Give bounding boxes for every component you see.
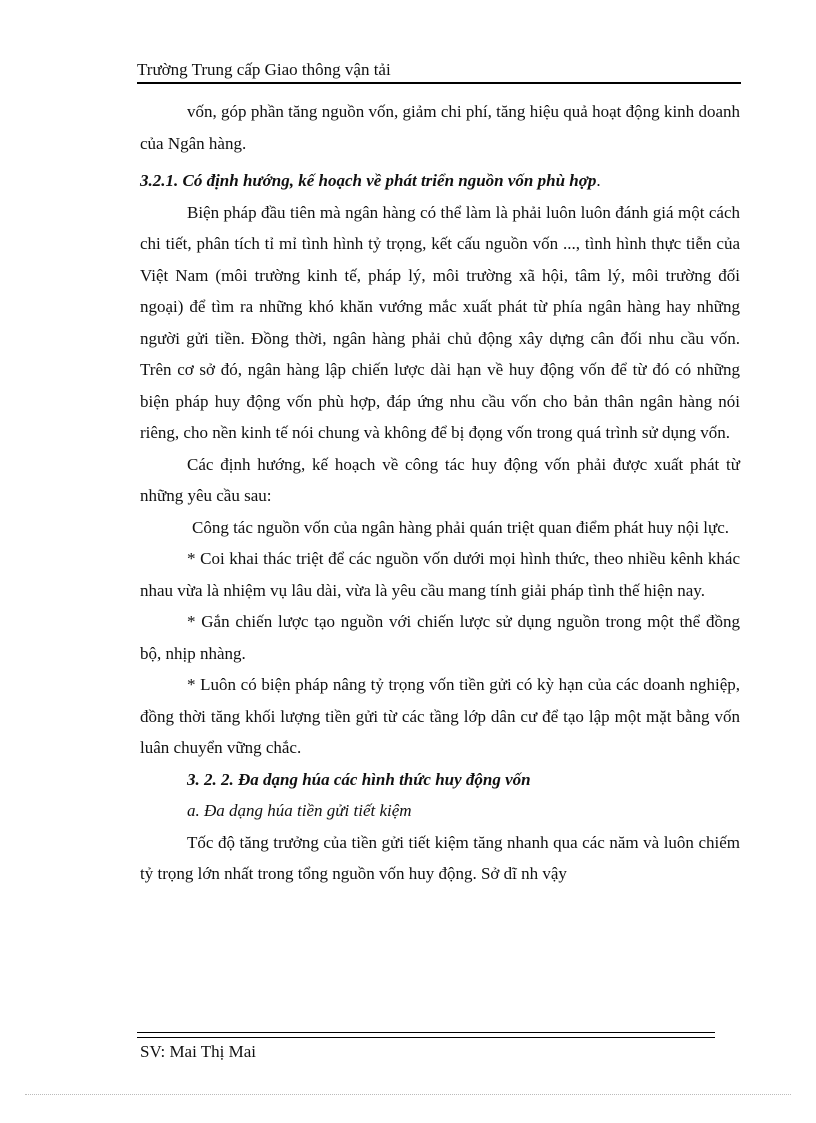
header-title: Trường Trung cấp Giao thông vận tải: [137, 60, 391, 79]
page-bottom-border: [25, 1094, 791, 1095]
page-header: [137, 58, 741, 84]
subsection-heading-a: a. Đa dạng húa tiền gửi tiết kiệm: [187, 801, 412, 820]
section-heading-3-2-1-period: .: [596, 171, 601, 190]
section-heading-3-2-2: 3. 2. 2. Đa dạng húa các hình thức huy động vốn: [187, 769, 531, 789]
bullet-paragraph: * Coi khai thác triệt để các nguồn vốn dưới mọi hình thức, theo nhiều kênh khác nhau vừa là nhiệm vụ lâu dài, vừa là yêu cầu mang tính giải pháp tình thế hiện nay.: [140, 549, 740, 600]
section-heading-3-2-1: [140, 165, 740, 197]
document-body: [140, 96, 740, 890]
paragraph: Biện pháp đầu tiên mà ngân hàng có thể làm là phải luôn luôn đánh giá một cách chi tiết, phân tích tỉ mỉ tình hình tỷ trọng, kết cấu nguồn vốn ..., tình hình thực tiễn của Việt Nam (môi trường kinh tế, pháp lý, môi trường xã hội, tâm lý, môi trường đối ngoại) để tìm ra những khó khăn vướng mắc xuất phát từ phía ngân hàng hay những người gửi tiền. Đồng thời, ngân hàng phải chủ động xây dựng cân đối nhu cầu vốn. Trên cơ sở đó, ngân hàng lập chiến lược dài hạn về huy động vốn để từ đó có những biện pháp huy động vốn phù hợp, đáp ứng nhu cầu vốn cho bản thân ngân hàng nói riêng, cho nền kinh tế nói chung và không để bị đọng vốn trong quá trình sử dụng vốn.: [140, 202, 740, 442]
bullet-paragraph: * Gắn chiến lược tạo nguồn với chiến lược sử dụng nguồn trong một thể đồng bộ, nhịp nhàng.: [140, 612, 740, 663]
footer-divider: [137, 1032, 715, 1038]
paragraph: Công tác nguồn vốn của ngân hàng phải quán triệt quan điểm phát huy nội lực.: [192, 517, 730, 537]
paragraph: Các định hướng, kế hoạch về công tác huy động vốn phải được xuất phát từ những yêu cầu sau:: [140, 454, 740, 505]
intro-paragraph: vốn, góp phần tăng nguồn vốn, giảm chi phí, tăng hiệu quả hoạt động kinh doanh của Ngân hàng.: [140, 102, 740, 153]
bullet-paragraph: * Luôn có biện pháp nâng tỷ trọng vốn tiền gửi có kỳ hạn của các doanh nghiệp, đồng thời tăng khối lượng tiền gửi từ các tầng lớp dân cư để tạo lập một mặt bằng vốn luân chuyển vững chắc.: [140, 675, 740, 757]
paragraph: Tốc độ tăng trưởng của tiền gửi tiết kiệm tăng nhanh qua các năm và luôn chiếm tỷ trọng lớn nhất trong tổng nguồn vốn huy động. Sở dĩ nh vậy: [140, 832, 740, 883]
page-footer: [140, 1040, 256, 1064]
section-heading-3-2-1-text: 3.2.1. Có định hướng, kế hoạch về phát triển nguồn vốn phù hợp: [140, 171, 597, 190]
footer-student: SV: Mai Thị Mai: [140, 1042, 257, 1061]
